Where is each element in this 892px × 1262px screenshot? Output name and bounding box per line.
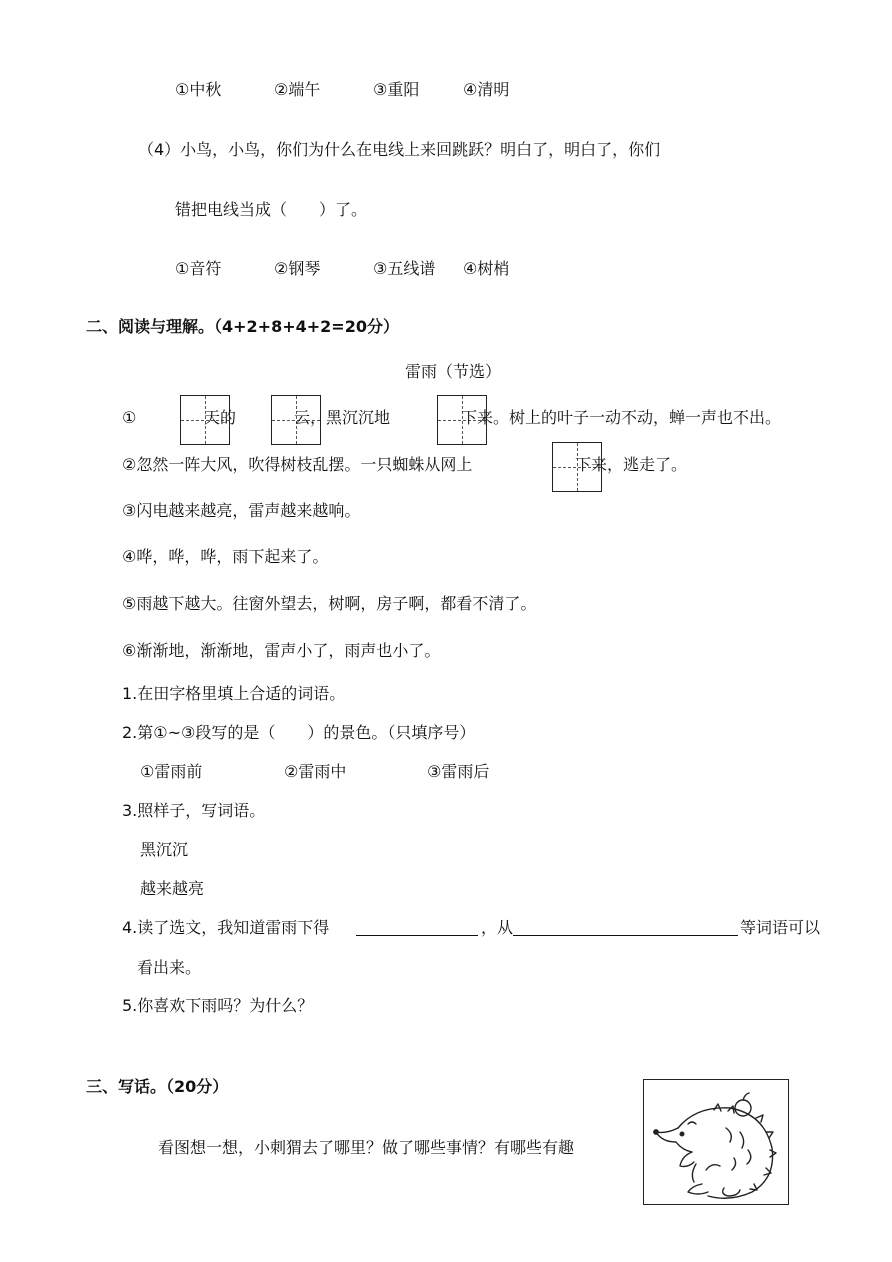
question-2: 2.第①~③段写的是（ ）的景色。（只填序号） <box>122 723 476 742</box>
question-4-text-b: ，从 <box>481 918 514 937</box>
paragraph-1-text-c: 下来。树上的叶子一动不动，蝉一声也不出。 <box>461 408 782 427</box>
paragraph-1-text-b: 云，黑沉沉地 <box>294 408 391 427</box>
paragraph-4: ④哗，哗，哗，雨下起来了。 <box>122 547 329 566</box>
paragraph-2-text-a: ②忽然一阵大风，吹得树枝乱摆。一只蜘蛛从网上 <box>122 455 473 474</box>
example-word-1: 黑沉沉 <box>140 840 189 859</box>
option-qingming: ④清明 <box>463 80 510 99</box>
option-before-storm: ①雷雨前 <box>140 762 203 781</box>
option-wuxianpu: ③五线谱 <box>373 259 436 278</box>
option-chongyang: ③重阳 <box>373 80 420 99</box>
hedgehog-illustration <box>643 1079 789 1205</box>
question-3: 3.照样子，写词语。 <box>122 801 266 820</box>
paragraph-3: ③闪电越来越亮，雷声越来越响。 <box>122 501 361 520</box>
option-shushao: ④树梢 <box>463 259 510 278</box>
paragraph-6: ⑥渐渐地，渐渐地，雷声小了，雨声也小了。 <box>122 641 441 660</box>
hedgehog-icon <box>644 1080 787 1203</box>
question-4-line1: （4）小鸟，小鸟，你们为什么在电线上来回跳跃？明白了，明白了，你们 <box>138 140 661 159</box>
section-2-heading: 二、阅读与理解。（4+2+8+4+2=20分） <box>86 317 399 336</box>
question-4-text-a: 4.读了选文，我知道雷雨下得 <box>122 918 330 937</box>
answer-blank-1[interactable] <box>356 935 478 936</box>
question-4-line2: 看出来。 <box>137 958 202 977</box>
question-5: 5.你喜欢下雨吗？为什么？ <box>122 996 314 1015</box>
option-yinfu: ①音符 <box>175 259 222 278</box>
passage-title: 雷雨（节选） <box>405 362 502 381</box>
option-gangqin: ②钢琴 <box>274 259 321 278</box>
option-after-storm: ③雷雨后 <box>427 762 490 781</box>
paragraph-5: ⑤雨越下越大。往窗外望去，树啊，房子啊，都看不清了。 <box>122 594 537 613</box>
option-during-storm: ②雷雨中 <box>284 762 347 781</box>
paragraph-1-number: ① <box>122 408 137 427</box>
paragraph-2-text-b: 下来，逃走了。 <box>575 455 688 474</box>
section-3-heading: 三、写话。（20分） <box>86 1077 229 1096</box>
answer-blank-2[interactable] <box>513 935 738 936</box>
question-4-line2: 错把电线当成（ ）了。 <box>175 200 368 219</box>
question-1: 1.在田字格里填上合适的词语。 <box>122 684 346 703</box>
option-zhongqiu: ①中秋 <box>175 80 222 99</box>
option-duanwu: ②端午 <box>274 80 321 99</box>
example-word-2: 越来越亮 <box>140 879 205 898</box>
question-4-text-c: 等词语可以 <box>740 918 821 937</box>
paragraph-1-text-a: 天的 <box>204 408 237 427</box>
writing-prompt: 看图想一想，小刺猬去了哪里？做了哪些事情？有哪些有趣 <box>158 1138 575 1157</box>
